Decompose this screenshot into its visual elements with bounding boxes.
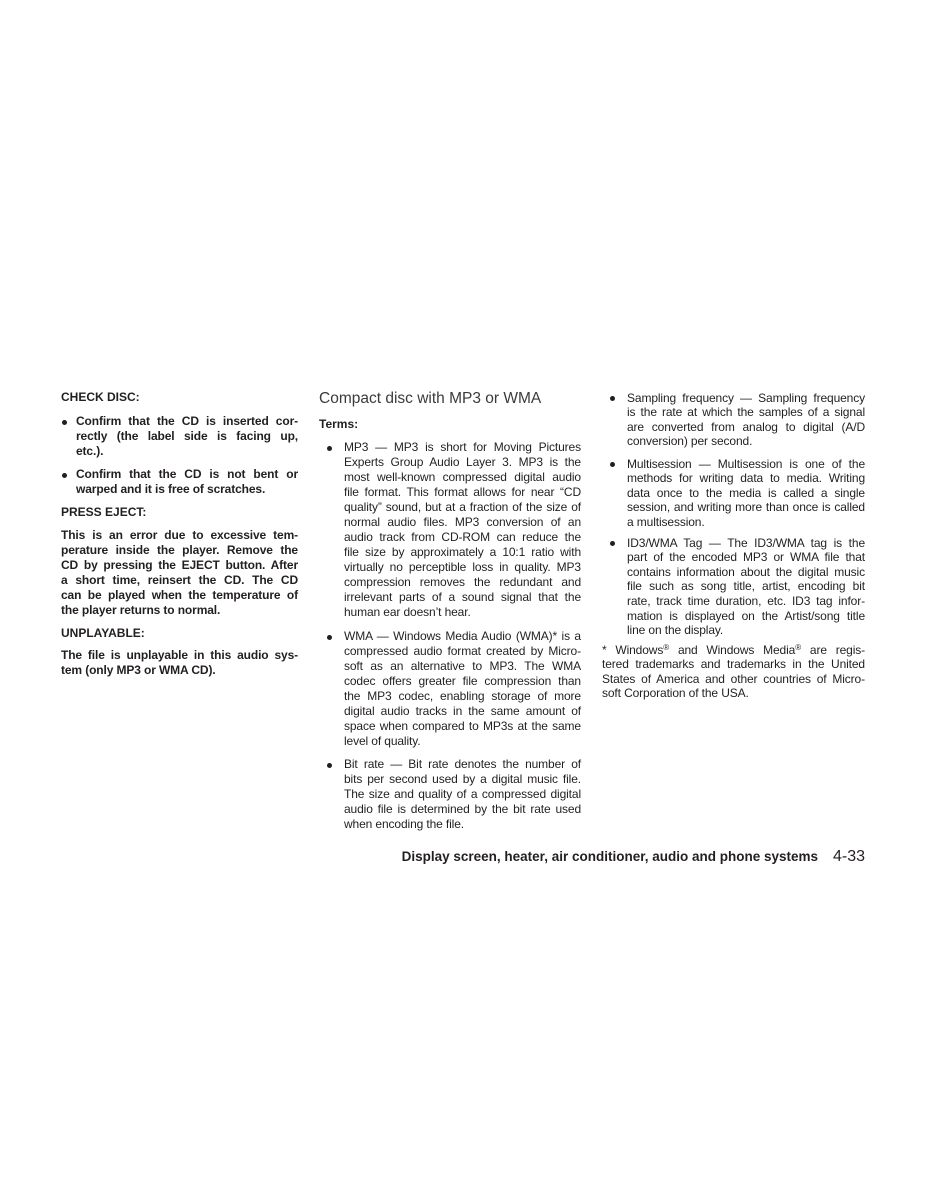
check-disc-heading: CHECK DISC: — [61, 389, 140, 404]
text-line: perature inside the player. Remove the — [61, 542, 298, 557]
page-number: 4-33 — [832, 848, 865, 865]
text-line: a multisession. — [627, 515, 705, 530]
bullet-text — [627, 536, 865, 638]
bullet-text — [344, 629, 581, 749]
bullet-icon — [327, 763, 332, 768]
text-line: a short time, reinsert the CD. The CD — [61, 572, 298, 587]
text-line: part of the encoded MP3 or WMA file that — [627, 550, 865, 565]
text-line: level of quality. — [344, 733, 421, 748]
bullet-icon — [62, 473, 67, 478]
text-line: tered trademarks and trademarks in the United — [602, 657, 865, 672]
bullet-icon — [610, 541, 615, 546]
text-line: are converted from analog to digital (A/D — [627, 419, 865, 434]
text-line: MP3 — MP3 is short for Moving Pictures — [344, 439, 581, 454]
text-line: virtually no perceptible loss in quality. MP3 — [344, 559, 581, 574]
term-bit-rate — [319, 757, 581, 832]
registered-mark: ® — [795, 642, 802, 652]
bullet-text — [344, 757, 581, 832]
text-line: line on the display. — [627, 623, 724, 638]
text-line: mation is displayed on the Artist/song title — [627, 608, 865, 623]
text-line: WMA — Windows Media Audio (WMA)* is a — [344, 628, 581, 643]
unplayable-text — [61, 648, 298, 678]
term-mp3 — [319, 440, 581, 620]
trademark-footnote — [602, 643, 865, 701]
text-line: conversion) per second. — [627, 434, 753, 449]
press-eject-heading: PRESS EJECT: — [61, 504, 147, 519]
text-line: when encoding the file. — [344, 816, 464, 831]
text-line: is the rate at which the samples of a signal — [627, 405, 865, 420]
text-line: quality” sound, but at a fraction of the size of — [344, 499, 581, 514]
text-line: session, and writing more than once is called — [627, 500, 865, 515]
text-line: space when compared to MP3s at the same — [344, 718, 581, 733]
unplayable-heading: UNPLAYABLE: — [61, 625, 145, 640]
text-line: compressed audio format created by Micro- — [344, 643, 581, 658]
bullet-text — [627, 457, 865, 530]
text-line: digital audio tracks in the same amount of — [344, 703, 581, 718]
term-id3-wma-tag — [602, 536, 865, 638]
bullet-icon — [610, 396, 615, 401]
terms-label: Terms: — [319, 416, 359, 431]
bullet-item — [61, 467, 298, 497]
text-line: can be played when the temperature of — [61, 587, 298, 602]
text-line: human ear doesn’t hear. — [344, 604, 471, 619]
section-heading: Compact disc with MP3 or WMA — [319, 390, 542, 407]
text-line: Sampling frequency — Sampling frequency — [627, 390, 865, 405]
text-line: contains information about the digital music — [627, 564, 865, 579]
term-sampling-frequency — [602, 391, 865, 449]
text-line: normal audio files. MP3 conversion of an — [344, 514, 581, 529]
text-line: data once to the media is called a single — [627, 485, 865, 500]
text-line: audio track from CD-ROM can reduce the — [344, 529, 581, 544]
text-line: tem (only MP3 or WMA CD). — [61, 662, 216, 677]
bullet-text — [344, 440, 581, 620]
text-line: rate, track time duration, etc. ID3 tag infor- — [627, 594, 865, 609]
text-line: Multisession — Multisession is one of the — [627, 456, 865, 471]
text-line: States of America and other countries of Micro- — [602, 671, 865, 686]
text-line: Experts Group Audio Layer 3. MP3 is the — [344, 454, 581, 469]
bullet-text — [76, 414, 298, 459]
bullet-text — [627, 391, 865, 449]
term-multisession — [602, 457, 865, 530]
registered-mark: ® — [663, 642, 670, 652]
text-line: etc.). — [76, 443, 104, 458]
text-line: rectly (the label side is facing up, — [76, 428, 298, 443]
text-line: file format. This format allows for near “CD — [344, 484, 581, 499]
text-line: ID3/WMA Tag — The ID3/WMA tag is the — [627, 535, 865, 550]
text-line: Confirm that the CD is not bent or — [76, 466, 298, 481]
text-line: The size and quality of a compressed digital — [344, 786, 581, 801]
text-line: file size by approximately a 10:1 ratio with — [344, 544, 581, 559]
text-line: Confirm that the CD is inserted cor- — [76, 413, 298, 428]
text-line: irrelevant parts of a sound signal that the — [344, 589, 581, 604]
press-eject-text — [61, 528, 298, 618]
bullet-text — [76, 467, 298, 497]
text-line: This is an error due to excessive tem- — [61, 527, 298, 542]
text-line: Bit rate — Bit rate denotes the number of — [344, 756, 581, 771]
text-line: audio file is determined by the bit rate used — [344, 801, 581, 816]
text-line: the player returns to normal. — [61, 602, 221, 617]
text-line: The file is unplayable in this audio sys- — [61, 647, 298, 662]
text-line: codec offers greater file compression than — [344, 673, 581, 688]
text-line: compression removes the redundant and — [344, 574, 581, 589]
text-line: methods for writing data to media. Writing — [627, 471, 865, 486]
text-line: soft Corporation of the USA. — [602, 686, 749, 701]
text-line: bits per second used by a digital music file. — [344, 771, 581, 786]
text-line: the MP3 codec, enabling storage of more — [344, 688, 581, 703]
bullet-icon — [327, 446, 332, 451]
text-line: * Windows® and Windows Media® are regis- — [602, 642, 866, 657]
bullet-icon — [62, 420, 67, 425]
bullet-icon — [610, 462, 615, 467]
text-line: CD by pressing the EJECT button. After — [61, 557, 298, 572]
text-line: most well-known compressed digital audio — [344, 469, 581, 484]
term-wma — [319, 629, 581, 749]
bullet-icon — [327, 635, 332, 640]
footer-section-title: Display screen, heater, air conditioner, audio and phone systems — [401, 849, 818, 864]
text-line: file such as song title, artist, encoding bit — [627, 579, 865, 594]
bullet-item — [61, 414, 298, 459]
text-line: soft as an alternative to MP3. The WMA — [344, 658, 581, 673]
text-line: warped and it is free of scratches. — [76, 481, 266, 496]
